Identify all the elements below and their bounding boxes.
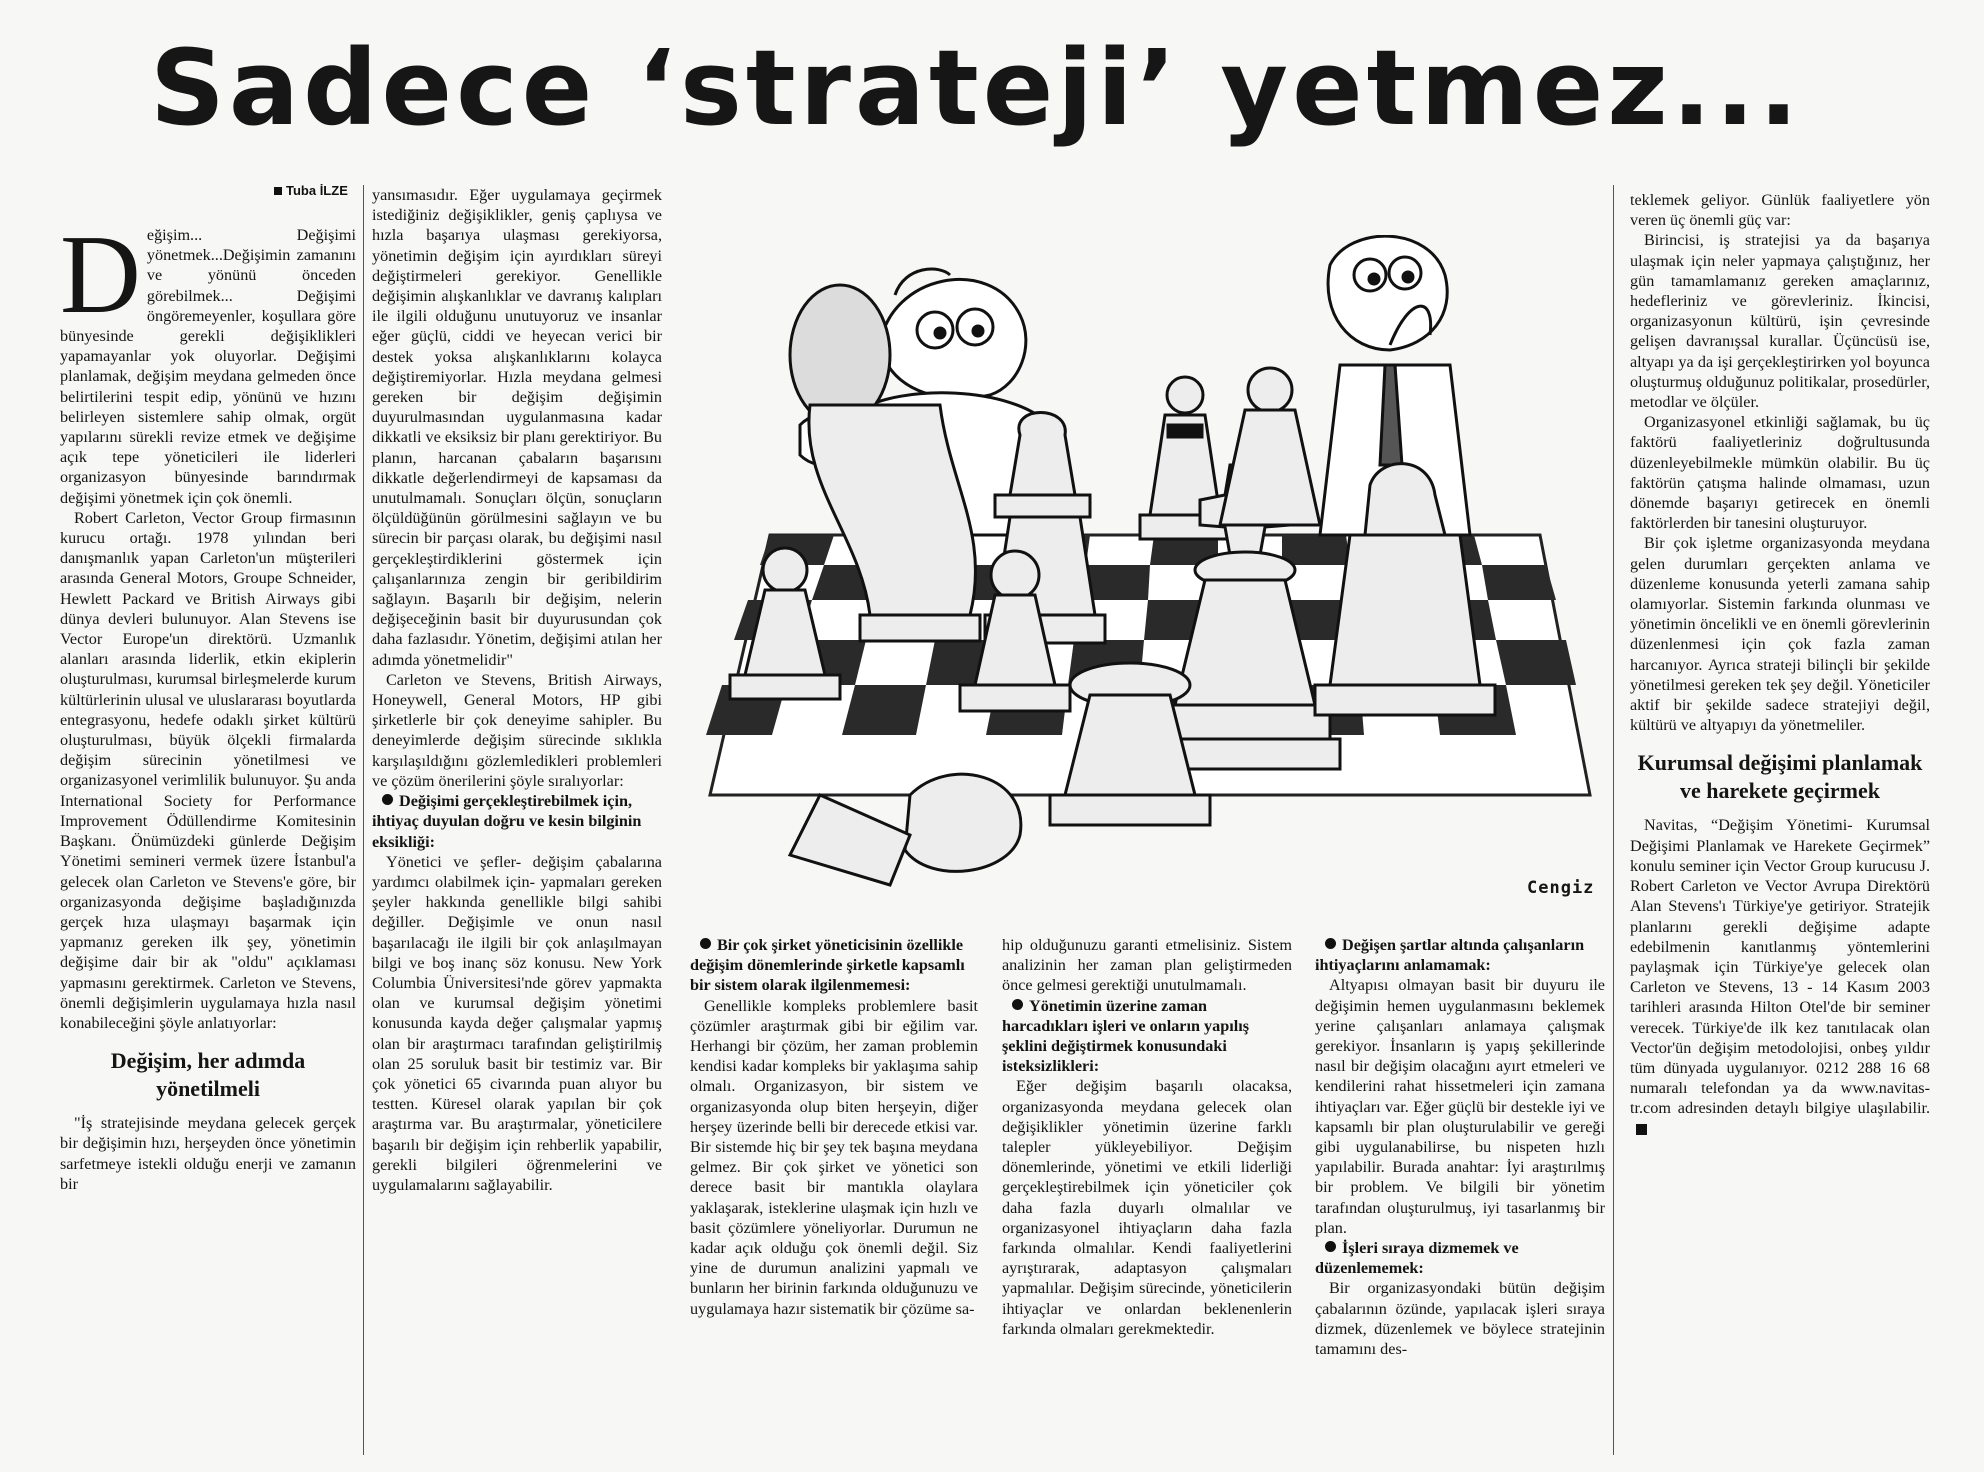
paragraph: Eğer değişim başarılı olacaksa, organizasyonda meydana gelecek olan değişiklikler yönetimin üzerine farklı talepler yükleyebiliyor. Değişim dönemlerinde, yönetimi ve etkili liderliği gerçekleştirebilmek için yöneticiler çok daha fazla duyarlı olmalılar ve organizasyonel ihtiyaçların daha fazla farkında olmalılar. Kendi faaliyetlerini ayrıştırarak, adaptasyon çalışmaları yapmalılar. Değişim sürecinde, yöneticilerin ihtiyaçlar ve onlardan beklenenlerin farkında olmaları gerekmektedir. bbox=[1002, 1077, 1292, 1338]
intro-text: eğişim... Değişimi yönetmek...Değişimin zamanını ve yönünü önceden görebilmek... Değişimi öngöremeyenler, koşullara göre bünyesinde gerekli değişiklikleri yapamayanlar yok oluyorlar. Değişimi planlamak, değişim meydana gelmeden önce belirtilerini tespit edip, yönünü ve hızını belirleyen sistemlere sahip olmak, orgüt yapılarını sürekli revize etmek ve değişime açık tepe yöneticileri ile liderleri organizasyon bünyesinde barındırmak değişimi yönetmek için çok önemli. bbox=[60, 226, 356, 507]
bullet-icon bbox=[382, 794, 393, 805]
end-mark-square-icon bbox=[1636, 1124, 1647, 1135]
bullet-icon bbox=[1325, 1241, 1336, 1252]
column-5 bbox=[1315, 935, 1605, 1435]
illustrator-signature: Cengiz bbox=[1527, 878, 1595, 898]
headline: Sadece ‘strateji’ yetmez... bbox=[150, 27, 1803, 149]
column-2 bbox=[372, 185, 662, 1435]
bullet-heading bbox=[690, 935, 978, 996]
paragraph: teklemek geliyor. Günlük faaliyetlere yön veren üç önemli güç var: bbox=[1630, 191, 1930, 230]
author-name: Tuba İLZE bbox=[286, 183, 348, 198]
bullet-heading bbox=[1315, 935, 1605, 975]
bullet-heading-text: Değişen şartlar altında çalışanların ihtiyaçlarını anlamamak: bbox=[1315, 936, 1585, 975]
bullet-icon bbox=[1012, 999, 1023, 1010]
column-1 bbox=[60, 225, 356, 1460]
paragraph bbox=[1630, 815, 1930, 1138]
paragraph: Altyapısı olmayan basit bir duyuru ile değişimin hemen uygulanmasını beklemek yerine çalışanları anlamaya çalışmak gerekiyor. İnsanların iş yapış şekillerinde nasıl bir değişim olacağını ayırt etmeleri ve kendilerini rahat hissetmeleri için zamana ihtiyaçları var. Eğer güçlü bir destekle iyi ve kapsamlı bir plan oluşturulabilir ve gereği gibi uygulanabilirse, bu nispeten hızlı yapılabilir. Burada anahtar: İyi araştırılmış bir problem. Ve bilgili bir yönetim tarafından oluşturulmuş, iyi tasarlanmış bir plan. bbox=[1315, 976, 1605, 1237]
bullet-heading bbox=[1002, 996, 1292, 1077]
paragraph: Bir organizasyondaki bütün değişim çabalarının özünde, yapılacak işleri sıraya dizmek, düzenlemek ve böylece stratejinin tamamını des- bbox=[1315, 1279, 1605, 1359]
bullet-heading-text: Bir çok şirket yöneticisinin özellikle değişim dönemlerinde şirketle kapsamlı bir sistem olarak ilgilenmemesi: bbox=[690, 936, 965, 995]
paragraph: Birincisi, iş stratejisi ya da başarıya ulaşmak için neler yapmaya çalıştığınız, her gün tamamlamanız gereken amaçlarınız, hedefleriniz ve görevleriniz. İkincisi, organizasyonun kültürü, işin çevresinde gelişen davranışsal kurallar. Üçüncüsü ise, altyapı ya da işi gerçekleştirirken yol boyunca oluşturmuş olduğunuz politikalar, prosedürler, metodlar ve ölçüler. bbox=[1630, 231, 1930, 412]
paragraph: Robert Carleton, Vector Group firmasının kurucu ortağı. 1978 yılından beri danışmanlık yapan Carleton'un müşterileri arasında General Motors, Groupe Schneider, Hewlett Packard ve British Airways gibi dünya devleri bulunuyor. Alan Stevens ise Vector Europe'un direktörü. Uzmanlık alanları arasında liderlik, etkin ekiplerin oluşturulması, kurumsal birleşmelerde kurum kültürlerinin ulusal ve uluslararası boyutlarda entegrasyonu, hedefe odaklı şirket kültürü oluşturulması, büyük ölçekli firmalarda değişim sürecinin yönetilmesi ve organizasyonel verimlilik bulunuyor. Şu anda International Society for Performance Improvement Ödüllendirme Komitesinin Başkanı. Önümüzdeki günlerde Değişim Yönetimi semineri vermek üzere İstanbul'a gelecek olan Carleton ve Stevens'e göre, bir organizasyonda değişime başladığınızda gerçek hıza ulaşmayı başarmak için yapmanız gereken ilk şey, yönetimin değişime dair bir ak "oldu" açıklaması yapmasını gerektirmek. Carleton ve Stevens, önemli değişimlerin uygulamaya hızla nasıl konabileceğini şöyle anlatıyorlar: bbox=[60, 508, 356, 1032]
bullet-heading-text: İşleri sıraya dizmemek ve düzenlememek: bbox=[1315, 1239, 1519, 1278]
byline-square-icon bbox=[274, 187, 282, 195]
paragraph: hip olduğunuzu garanti etmelisiniz. Sistem analizinin her zaman plan geliştirmeden önce gelmesi gerektiği unutulmamalı. bbox=[1002, 936, 1292, 995]
bullet-heading-text: Yönetimin üzerine zaman harcadıkları işleri ve onların yapılış şeklini değiştirmek konusundaki isteksizlikleri: bbox=[1002, 996, 1250, 1076]
paragraph: Genellikle kompleks problemlere basit çözümler araştırmak gibi bir eğilim var. Herhangi bir çözüm, her zaman problemin kendisi kadar kompleks bir yaklaşıma sahip olmalı. Organizasyon, bir sistem ve organizasyonda olup biten herşeyin, diğer herşey üzerinde belli bir derecede etkisi var. Bir sistemde hiç bir şey tek başına meydana gelmez. Bir çok şirket ve yönetici son derece basit bir mantıkla olaylara yaklaşarak, isteklerine ulaşmak için hızlı ve basit çözümlere yöneliyorlar. Durumun ne kadar açık olduğu çok önemli değil. Siz yine de durumun analizini yapmalı ve bunların her birinin farkında olduğunuzu ve uygulamaya hazır sistematik bir çözüme sa- bbox=[690, 996, 978, 1318]
byline bbox=[274, 183, 348, 198]
chess-cartoon-illustration bbox=[690, 235, 1610, 900]
drop-cap: D bbox=[60, 225, 141, 337]
bullet-heading bbox=[372, 791, 662, 852]
intro-paragraph bbox=[60, 225, 356, 508]
column-6 bbox=[1630, 190, 1930, 1455]
subheading: Kurumsal değişimi planlamak ve harekete geçirmek bbox=[1637, 750, 1923, 804]
paragraph: Bir çok işletme organizasyonda meydana gelen durumları gerçekten anlama ve düzenleme konusunda yeterli zamana sahip olamıyorlar. Sistemin farkında olunması ve yönetimin öncelikli ve en önemli görevlerinin düzenlenmesi için çok fazla zaman harcanıyor. Ayrıca strateji bilinçli bir şekilde yönetilmesi gereken tek şey değil. Yöneticiler aktif bir şekilde sadece stratejiyi değil, kültürü ve altyapıyı da yönetmeliler. bbox=[1630, 534, 1930, 735]
subheading: Değişim, her adımda yönetilmeli bbox=[110, 1048, 306, 1102]
column-rule bbox=[363, 185, 364, 1455]
paragraph-text: Navitas, “Değişim Yönetimi- Kurumsal Değişimi Planlamak ve Harekete Geçirmek” konulu seminer için Vector Group kurucusu J. Robert Carleton ve Vector Avrupa Direktörü Alan Stevens'ı Türkiye'ye getiriyor. Stratejik planlarını gerekli değişime adapte edebilmenin kanıtlanmış yöntemlerini paylaşmak için Türkiye'ye gelecek olan Carleton ve Stevens, 13 - 14 Kasım 2003 tarihleri arasında Hilton Otel'de bir seminer verecek. Türkiye'de ilk kez tanıtılacak olan Vector'ün değişim metodolojisi, onbeş yıldır tüm dünyada uygulanıyor. 0212 288 16 68 numaralı telefondan ya da www.navitas-tr.com adresinden detaylı bilgiye ulaşılabilir. bbox=[1630, 816, 1930, 1118]
column-4 bbox=[1002, 935, 1292, 1435]
paragraph: yansımasıdır. Eğer uygulamaya geçirmek istediğiniz değişiklikler, geniş çaplıysa ve hızla başarıya ulaşması gerekiyorsa, yönetimin değişim için ayırdıkları süreyi değiştirmeleri gerekiyor. Genellikle değişimin alışkanlıklar ve davranış kalıpları ile ilgili olduğunu unutuyoruz ve insanlar eğer güçlü, ciddi ve heyecan verici bir destek yoksa alışkanlıklarını kolayca değiştiremiyorlar. Hızla meydana gelmesi gereken bir değişim değişimin duyurulmasından uygulanmasına kadar dikkatli ve eksiksiz bir planı gerektiriyor. Bu planın, harcanan çabaların başarısını dikkatle değerlendirmeyi de kapsaması da unutulmamalı. Sonuçları ölçün, sonuçların ölçüldüğünün görülmesini sağlayın ve bu sürecin bir parçası olarak, bu değişimi nasıl gerçekleştirdiklerini göstermek için çalışanlarınıza zengin bir geribildirim sağlayın. Başarılı bir değişim, nelerin değişeceğinin basit bir duyurusundan çok daha fazlasıdır. Yönetim, değişimi atılan her adımda yönetmelidir" bbox=[372, 186, 662, 669]
bullet-icon bbox=[700, 938, 711, 949]
paragraph: "İş stratejisinde meydana gelecek gerçek bir değişimin hızı, herşeyden önce yönetimin sarfetmeye istekli olduğu enerji ve zamanın bir bbox=[60, 1114, 356, 1193]
paragraph: Yönetici ve şefler- değişim çabalarına yardımcı olabilmek için- yapmaları gereken şeyler hakkında genellikle bilgi sahibi değiller. Değişimle ve onun nasıl başarılacağı ile ilgili bir çok anlaşılmayan bilgi ve boş inanç söz konusu. New York Columbia Üniversitesi'nde görev yapmakta olan ve kurumsal değişim yönetimi konusunda kayda değer çalışmalar yapmış olan bir araştırmacı tarafından geliştirilmiş olan 25 soruluk basit bir testimiz var. Bir çok yönetici 65 civarında puan alıyor bu testten. Küresel olarak yapılan bir çok araştırma var. Bu araştırmalar, yöneticilere başarılı bir değişim için rehberlik yapabilir, gerekli bilgileri öğrenmelerini ve uygulamalarını sağlayabilir. bbox=[372, 852, 662, 1194]
bullet-heading-text: Değişimi gerçekleştirebilmek için, ihtiyaç duyulan doğru ve kesin bilginin eksikliği: bbox=[372, 792, 642, 851]
bullet-heading bbox=[1315, 1238, 1605, 1278]
paragraph: Organizasyonel etkinliği sağlamak, bu üç faktörü faaliyetleriniz doğrultusunda düzenleyebilmekle mümkün olabilir. Bu üç faktörün çatışma halinde olmaması, uzun dönemde başarıyı getirecek en önemli faktörlerden bir tanesini oluşturuyor. bbox=[1630, 413, 1930, 533]
column-rule bbox=[1613, 185, 1614, 1455]
bullet-icon bbox=[1325, 938, 1336, 949]
column-3 bbox=[690, 935, 978, 1435]
paragraph: Carleton ve Stevens, British Airways, Honeywell, General Motors, HP gibi şirketlerle bir çok deneyime sahipler. Bu deneyimlerde değişim sürecinde sıklıkla karşılaşıldığını gözlemledikleri problemleri ve çözüm önerilerini şöyle sıralıyorlar: bbox=[372, 670, 662, 790]
